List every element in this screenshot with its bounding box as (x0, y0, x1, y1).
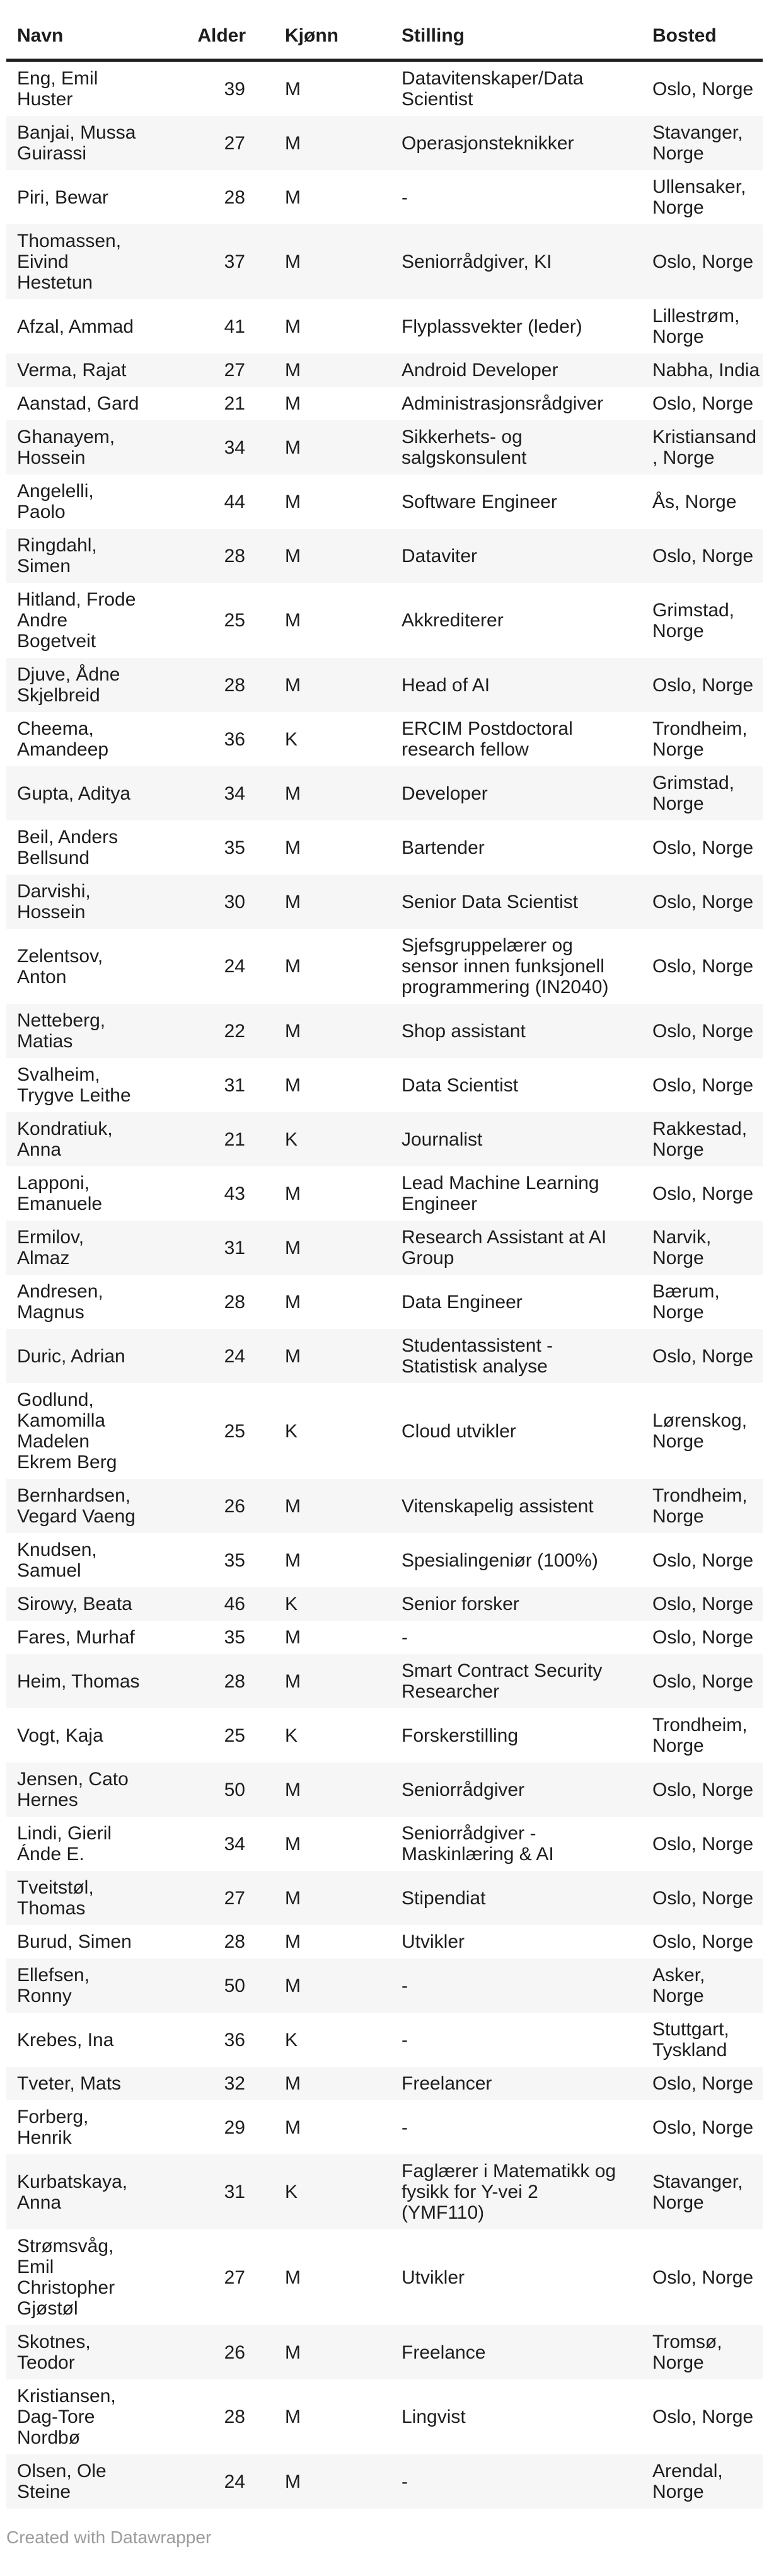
cell-bosted: Oslo, Norge (630, 658, 763, 712)
cell-alder: 24 (183, 2454, 246, 2509)
cell-navn: Fares, Murhaf (17, 1627, 135, 1648)
cell-alder: 24 (183, 1329, 246, 1383)
cell-navn: Vogt, Kaja (17, 1725, 103, 1746)
cell-bosted: Oslo, Norge (652, 2267, 754, 2288)
table-row (6, 1621, 763, 1654)
cell-alder: 26 (183, 2325, 246, 2379)
cell-stilling: Seniorrådgiver (353, 1762, 630, 1817)
table-row (6, 1221, 763, 1275)
cell-bosted: Oslo, Norge (652, 956, 754, 977)
cell-alder: 46 (183, 1587, 246, 1621)
cell-alder: 27 (183, 354, 246, 387)
cell-navn: Thomassen, Eivind Hestetun (6, 224, 183, 299)
cell-alder: 34 (183, 766, 246, 820)
cell-bosted: Oslo, Norge (630, 2067, 763, 2100)
cell-alder: 35 (224, 837, 245, 858)
cell-kjonn: M (285, 1291, 301, 1313)
cell-stilling: Journalist (353, 1112, 630, 1166)
table-row (6, 1275, 763, 1329)
table-row (6, 224, 763, 299)
cell-bosted: Oslo, Norge (630, 1004, 763, 1058)
cell-navn: Strømsvåg, Emil Christopher Gjøstøl (17, 2236, 115, 2319)
cell-kjonn: M (246, 766, 353, 820)
table-row (6, 170, 763, 224)
cell-alder: 22 (183, 1004, 246, 1058)
cell-bosted: Oslo, Norge (630, 1762, 763, 1817)
cell-navn: Tveter, Mats (6, 2067, 183, 2100)
cell-alder: 34 (183, 420, 246, 474)
cell-bosted: Oslo, Norge (652, 1627, 754, 1648)
cell-kjonn: M (285, 1550, 301, 1571)
cell-bosted: Lørenskog, Norge (652, 1410, 748, 1452)
table-row (6, 712, 763, 766)
table-row (6, 529, 763, 583)
table-row (6, 2067, 763, 2100)
cell-navn: Cheema, Amandeep (17, 718, 109, 760)
cell-alder: 36 (224, 728, 245, 750)
table-row (6, 299, 763, 354)
cell-kjonn: K (285, 1420, 298, 1442)
table-row (6, 1533, 763, 1587)
cell-navn: Tveitstøl, Thomas (6, 1871, 183, 1925)
cell-kjonn: M (246, 1958, 353, 2013)
cell-stilling: Utvikler (402, 1931, 465, 1952)
cell-bosted: Rakkestad, Norge (630, 1112, 763, 1166)
cell-stilling: Dataviter (353, 529, 630, 583)
cell-kjonn: M (285, 78, 301, 100)
cell-alder: 37 (183, 224, 246, 299)
table-row (6, 2379, 763, 2454)
column-header-navn: Navn (6, 0, 183, 60)
cell-navn: Netteberg, Matias (6, 1004, 183, 1058)
cell-bosted: Arendal, Norge (630, 2454, 763, 2509)
cell-alder: 27 (183, 116, 246, 170)
table-row (6, 2454, 763, 2509)
cell-alder: 31 (224, 1074, 245, 1096)
cell-kjonn: K (285, 1725, 298, 1746)
cell-stilling: Freelancer (353, 2067, 630, 2100)
cell-kjonn: M (285, 610, 301, 631)
cell-bosted: Oslo, Norge (630, 1329, 763, 1383)
cell-bosted: Tromsø, Norge (630, 2325, 763, 2379)
cell-alder: 25 (224, 610, 245, 631)
cell-kjonn: K (246, 1112, 353, 1166)
cell-navn: Forberg, Henrik (17, 2107, 89, 2148)
cell-stilling: Stipendiat (353, 1871, 630, 1925)
cell-stilling: - (402, 2029, 408, 2050)
cell-stilling: Operasjonsteknikker (353, 116, 630, 170)
cell-kjonn: M (246, 1871, 353, 1925)
cell-alder: 25 (224, 1420, 245, 1442)
cell-stilling: Head of AI (353, 658, 630, 712)
cell-navn: Ghanayem, Hossein (6, 420, 183, 474)
cell-navn: Burud, Simen (17, 1931, 132, 1952)
table-row (6, 387, 763, 420)
cell-navn: Sirowy, Beata (6, 1587, 183, 1621)
cell-stilling: Bartender (402, 837, 485, 858)
cell-bosted: Grimstad, Norge (652, 599, 735, 641)
cell-alder: 28 (183, 658, 246, 712)
cell-bosted: Oslo, Norge (630, 1654, 763, 1708)
table-row (6, 2100, 763, 2154)
column-header-bosted: Bosted (630, 0, 763, 60)
cell-bosted: Kristiansand, Norge (630, 420, 763, 474)
cell-navn: Lapponi, Emanuele (17, 1173, 103, 1214)
cell-kjonn: K (285, 2029, 298, 2050)
cell-bosted: Trondheim, Norge (652, 718, 748, 760)
cell-bosted: Oslo, Norge (652, 78, 754, 100)
cell-alder: 28 (224, 187, 245, 208)
table-body (6, 60, 763, 2509)
cell-stilling: Lead Machine Learning Engineer (402, 1173, 599, 1214)
cell-alder: 27 (224, 2267, 245, 2288)
cell-bosted: Lillestrøm, Norge (652, 306, 740, 347)
table-row (6, 1329, 763, 1383)
cell-navn: Svalheim, Trygve Leithe (17, 1064, 131, 1106)
cell-stilling: Developer (353, 766, 630, 820)
cell-navn: Kurbatskaya, Anna (6, 2154, 183, 2229)
cell-alder: 28 (224, 1931, 245, 1952)
cell-bosted: Grimstad, Norge (630, 766, 763, 820)
cell-navn: Hitland, Frode Andre Bogetveit (17, 589, 136, 652)
cell-navn: Piri, Bewar (17, 187, 109, 208)
table-row (6, 583, 763, 658)
cell-stilling: Research Assistant at AI Group (353, 1221, 630, 1275)
cell-alder: 31 (183, 2154, 246, 2229)
table-row (6, 875, 763, 929)
table-row (6, 2154, 763, 2229)
cell-bosted: Oslo, Norge (652, 1550, 754, 1571)
cell-navn: Lindi, Gieril Ánde E. (17, 1823, 112, 1865)
table-row (6, 60, 763, 117)
cell-kjonn: M (246, 1479, 353, 1533)
column-header-alder: Alder (183, 0, 246, 60)
cell-kjonn: K (246, 2154, 353, 2229)
table-row (6, 116, 763, 170)
cell-bosted: Stuttgart, Tyskland (652, 2019, 729, 2061)
cell-stilling: Utvikler (402, 2267, 465, 2288)
cell-navn: Olsen, Ole Steine (6, 2454, 183, 2509)
table-row (6, 1112, 763, 1166)
cell-kjonn: M (285, 316, 301, 337)
cell-bosted: Stavanger, Norge (630, 2154, 763, 2229)
cell-stilling: Smart Contract Security Researcher (353, 1654, 630, 1708)
cell-navn: Heim, Thomas (6, 1654, 183, 1708)
table-row (6, 1004, 763, 1058)
cell-kjonn: M (285, 1833, 301, 1854)
cell-kjonn: M (285, 2406, 301, 2427)
cell-navn: Jensen, Cato Hernes (6, 1762, 183, 1817)
cell-navn: Angelelli, Paolo (17, 481, 94, 522)
cell-kjonn: M (246, 658, 353, 712)
cell-bosted: Narvik, Norge (630, 1221, 763, 1275)
cell-stilling: - (402, 1627, 408, 1648)
cell-kjonn: M (246, 2067, 353, 2100)
cell-alder: 30 (183, 875, 246, 929)
cell-bosted: Oslo, Norge (652, 393, 754, 414)
cell-bosted: Oslo, Norge (652, 837, 754, 858)
table-row (6, 1708, 763, 1762)
cell-stilling: Vitenskapelig assistent (353, 1479, 630, 1533)
cell-stilling: Seniorrådgiver - Maskinlæring & AI (402, 1823, 554, 1865)
cell-alder: 35 (224, 1627, 245, 1648)
header-row (6, 0, 763, 60)
table-row (6, 1958, 763, 2013)
data-table (6, 0, 763, 2509)
cell-kjonn: M (285, 1627, 301, 1648)
cell-kjonn: M (246, 1221, 353, 1275)
cell-stilling: Akkrediterer (402, 610, 504, 631)
table-row (6, 474, 763, 529)
cell-alder: 50 (183, 1958, 246, 2013)
cell-alder: 21 (183, 1112, 246, 1166)
cell-navn: Knudsen, Samuel (17, 1539, 97, 1581)
cell-bosted: Ullensaker, Norge (652, 176, 746, 218)
cell-stilling: - (353, 1958, 630, 2013)
cell-kjonn: M (285, 491, 301, 512)
cell-stilling: - (353, 2454, 630, 2509)
cell-alder: 28 (224, 2406, 245, 2427)
table-row (6, 2325, 763, 2379)
cell-alder: 28 (183, 1654, 246, 1708)
cell-stilling: Data Scientist (402, 1074, 519, 1096)
cell-navn: Aanstad, Gard (17, 393, 139, 414)
cell-stilling: Senior Data Scientist (353, 875, 630, 929)
cell-stilling: - (402, 187, 408, 208)
table-row (6, 354, 763, 387)
cell-navn: Eng, Emil Huster (17, 68, 98, 110)
cell-navn: Ellefsen, Ronny (6, 1958, 183, 2013)
cell-stilling: ERCIM Postdoctoral research fellow (402, 718, 573, 760)
column-header-stilling: Stilling (353, 0, 630, 60)
cell-bosted: Trondheim, Norge (652, 1715, 748, 1756)
cell-bosted: Oslo, Norge (630, 875, 763, 929)
cell-alder: 29 (224, 2117, 245, 2138)
column-header-kjonn: Kjønn (246, 0, 353, 60)
cell-stilling: Administrasjonsrådgiver (402, 393, 604, 414)
cell-navn: Ringdahl, Simen (6, 529, 183, 583)
cell-kjonn: K (246, 1587, 353, 1621)
cell-bosted: Oslo, Norge (630, 224, 763, 299)
cell-kjonn: M (246, 2325, 353, 2379)
cell-kjonn: M (285, 1183, 301, 1204)
cell-kjonn: M (246, 529, 353, 583)
cell-alder: 43 (224, 1183, 245, 1204)
cell-navn: Skotnes, Teodor (6, 2325, 183, 2379)
table-row (6, 2013, 763, 2067)
cell-navn: Duric, Adrian (6, 1329, 183, 1383)
cell-kjonn: M (285, 393, 301, 414)
cell-kjonn: M (246, 1329, 353, 1383)
cell-navn: Banjai, Mussa Guirassi (6, 116, 183, 170)
cell-alder: 26 (183, 1479, 246, 1533)
cell-navn: Kristiansen, Dag-Tore Nordbø (17, 2386, 116, 2448)
cell-kjonn: M (246, 1654, 353, 1708)
datawrapper-credit-link[interactable]: Created with Datawrapper (6, 2527, 212, 2547)
cell-bosted: Stavanger, Norge (630, 116, 763, 170)
cell-bosted: Oslo, Norge (630, 1587, 763, 1621)
cell-bosted: Oslo, Norge (652, 1183, 754, 1204)
cell-bosted: Oslo, Norge (652, 2117, 754, 2138)
cell-kjonn: M (246, 2454, 353, 2509)
cell-alder: 28 (183, 529, 246, 583)
cell-alder: 41 (224, 316, 245, 337)
cell-kjonn: M (246, 875, 353, 929)
cell-stilling: Lingvist (402, 2406, 466, 2427)
table-row (6, 1762, 763, 1817)
cell-bosted: Nabha, India (630, 354, 763, 387)
table-row (6, 1925, 763, 1958)
table-row (6, 820, 763, 875)
table-row (6, 1058, 763, 1112)
cell-alder: 24 (224, 956, 245, 977)
cell-bosted: Asker, Norge (630, 1958, 763, 2013)
cell-stilling: Freelance (353, 2325, 630, 2379)
cell-kjonn: M (246, 116, 353, 170)
cell-navn: Krebes, Ina (17, 2029, 114, 2050)
cell-stilling: Forskerstilling (402, 1725, 519, 1746)
cell-bosted: Oslo, Norge (630, 1871, 763, 1925)
cell-kjonn: K (285, 728, 298, 750)
cell-alder: 44 (224, 491, 245, 512)
cell-navn: Gupta, Aditya (6, 766, 183, 820)
cell-alder: 34 (224, 1833, 245, 1854)
cell-kjonn: M (246, 354, 353, 387)
cell-kjonn: M (285, 956, 301, 977)
cell-bosted: Bærum, Norge (652, 1281, 720, 1323)
cell-bosted: Oslo, Norge (652, 1074, 754, 1096)
cell-stilling: Studentassistent - Statistisk analyse (353, 1329, 630, 1383)
cell-bosted: Oslo, Norge (652, 2406, 754, 2427)
cell-stilling: Seniorrådgiver, KI (353, 224, 630, 299)
cell-kjonn: M (285, 1074, 301, 1096)
table-row (6, 658, 763, 712)
table-row (6, 420, 763, 474)
cell-kjonn: M (246, 420, 353, 474)
cell-stilling: Flyplassvekter (leder) (402, 316, 582, 337)
cell-navn: Darvishi, Hossein (6, 875, 183, 929)
table-row (6, 1654, 763, 1708)
cell-stilling: Cloud utvikler (402, 1420, 516, 1442)
cell-bosted: Trondheim, Norge (630, 1479, 763, 1533)
cell-alder: 35 (224, 1550, 245, 1571)
cell-stilling: Spesialingeniør (100%) (402, 1550, 598, 1571)
cell-bosted: Oslo, Norge (630, 529, 763, 583)
cell-kjonn: M (285, 2267, 301, 2288)
table-row (6, 1166, 763, 1221)
cell-kjonn: M (285, 837, 301, 858)
cell-bosted: Oslo, Norge (652, 1833, 754, 1854)
cell-navn: Djuve, Ådne Skjelbreid (6, 658, 183, 712)
table-row (6, 766, 763, 820)
table-row (6, 1383, 763, 1479)
cell-navn: Verma, Rajat (6, 354, 183, 387)
cell-navn: Afzal, Ammad (17, 316, 134, 337)
cell-stilling: Shop assistant (353, 1004, 630, 1058)
table-row (6, 2229, 763, 2325)
cell-alder: 39 (224, 78, 245, 100)
cell-navn: Godlund, Kamomilla Madelen Ekrem Berg (17, 1389, 117, 1473)
cell-alder: 36 (224, 2029, 245, 2050)
table-row (6, 1479, 763, 1533)
cell-kjonn: M (246, 224, 353, 299)
cell-stilling: Senior forsker (353, 1587, 630, 1621)
table-row (6, 929, 763, 1004)
cell-stilling: Android Developer (353, 354, 630, 387)
cell-alder: 25 (224, 1725, 245, 1746)
cell-stilling: Datavitenskaper/Data Scientist (402, 68, 584, 110)
cell-alder: 50 (183, 1762, 246, 1817)
cell-alder: 27 (183, 1871, 246, 1925)
table-row (6, 1817, 763, 1871)
cell-kjonn: M (285, 1931, 301, 1952)
cell-stilling: Data Engineer (402, 1291, 523, 1313)
cell-kjonn: M (285, 2117, 301, 2138)
cell-stilling: - (402, 2117, 408, 2138)
cell-bosted: Ås, Norge (652, 491, 737, 512)
cell-kjonn: M (246, 1762, 353, 1817)
cell-alder: 32 (183, 2067, 246, 2100)
table-header (6, 0, 763, 60)
cell-navn: Ermilov, Almaz (6, 1221, 183, 1275)
cell-stilling: Software Engineer (402, 491, 557, 512)
table-row (6, 1587, 763, 1621)
cell-alder: 28 (224, 1291, 245, 1313)
cell-navn: Bernhardsen, Vegard Vaeng (6, 1479, 183, 1533)
cell-bosted: Oslo, Norge (652, 1931, 754, 1952)
cell-kjonn: M (285, 187, 301, 208)
cell-navn: Kondratiuk, Anna (6, 1112, 183, 1166)
cell-stilling: Sjefsgruppelærer og sensor innen funksjonell programmering (IN2040) (402, 935, 609, 998)
cell-navn: Zelentsov, Anton (17, 945, 103, 987)
cell-stilling: Faglærer i Matematikk og fysikk for Y-vei 2 (YMF110) (353, 2154, 630, 2229)
cell-kjonn: M (246, 1004, 353, 1058)
cell-alder: 21 (224, 393, 245, 414)
cell-alder: 31 (183, 1221, 246, 1275)
cell-stilling: Sikkerhets- og salgskonsulent (353, 420, 630, 474)
cell-navn: Beil, Anders Bellsund (17, 827, 119, 868)
cell-navn: Andresen, Magnus (17, 1281, 103, 1323)
table-row (6, 1871, 763, 1925)
